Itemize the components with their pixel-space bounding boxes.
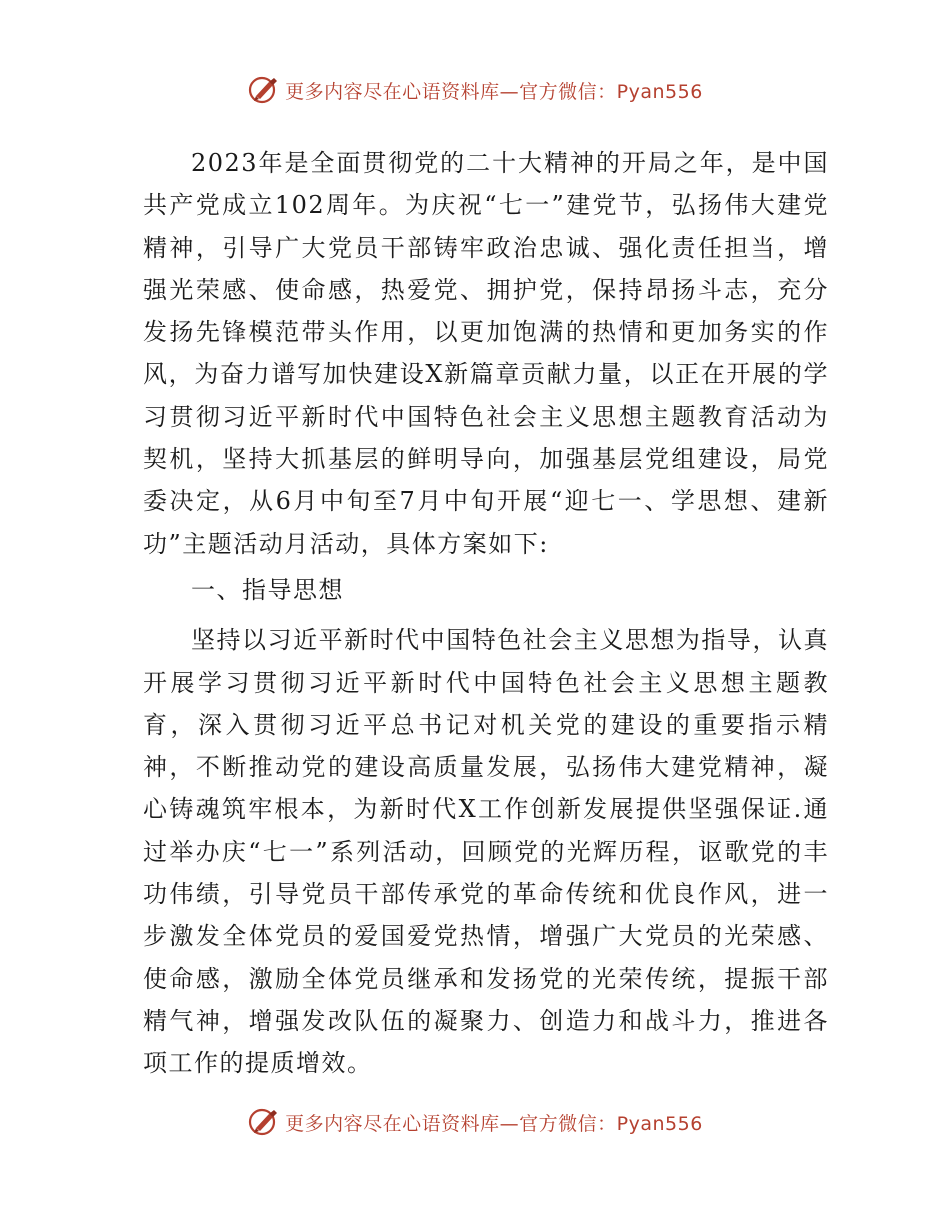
document-body <box>143 142 829 1085</box>
header-watermark-banner <box>0 70 950 110</box>
header-watermark-text: 更多内容尽在心语资料库—官方微信：Pyan556 <box>285 80 703 103</box>
pen-logo-icon <box>247 1105 281 1139</box>
section-1-heading: 一、指导思想 <box>191 575 344 604</box>
intro-paragraph: 2023年是全面贯彻党的二十大精神的开局之年，是中国共产党成立102周年。为庆祝“七一”建党节，弘扬伟大建党精神，引导广大党员干部铸牢政治忠诚、强化责任担当，增强光荣感、使命感，热爱党、拥护党，保持昂扬斗志，充分发扬先锋模范带头作用，以更加饱满的热情和更加务实的作风，为奋力谱写加快建设X新篇章贡献力量，以正在开展的学习贯彻习近平新时代中国特色社会主义思想主题教育活动为契机，坚持大抓基层的鲜明导向，加强基层党组建设，局党委决定，从6月中旬至7月中旬开展“迎七一、学思想、建新功”主题活动月活动，具体方案如下: <box>143 149 829 558</box>
pen-logo-icon <box>247 73 281 107</box>
section-1-paragraph: 坚持以习近平新时代中国特色社会主义思想为指导，认真开展学习贯彻习近平新时代中国特色社会主义思想主题教育，深入贯彻习近平总书记对机关党的建设的重要指示精神，不断推动党的建设高质量发展，弘扬伟大建党精神，凝心铸魂筑牢根本，为新时代X工作创新发展提供坚强保证.通过举办庆“七一”系列活动，回顾党的光辉历程，讴歌党的丰功伟绩，引导党员干部传承党的革命传统和优良作风，进一步激发全体党员的爱国爱党热情，增强广大党员的光荣感、使命感，激励全体党员继承和发扬党的光荣传统，提振干部精气神，增强发改队伍的凝聚力、创造力和战斗力，推进各项工作的提质增效。 <box>143 626 829 1078</box>
footer-watermark-text: 更多内容尽在心语资料库—官方微信：Pyan556 <box>285 1112 703 1135</box>
footer-watermark-banner <box>0 1102 950 1142</box>
